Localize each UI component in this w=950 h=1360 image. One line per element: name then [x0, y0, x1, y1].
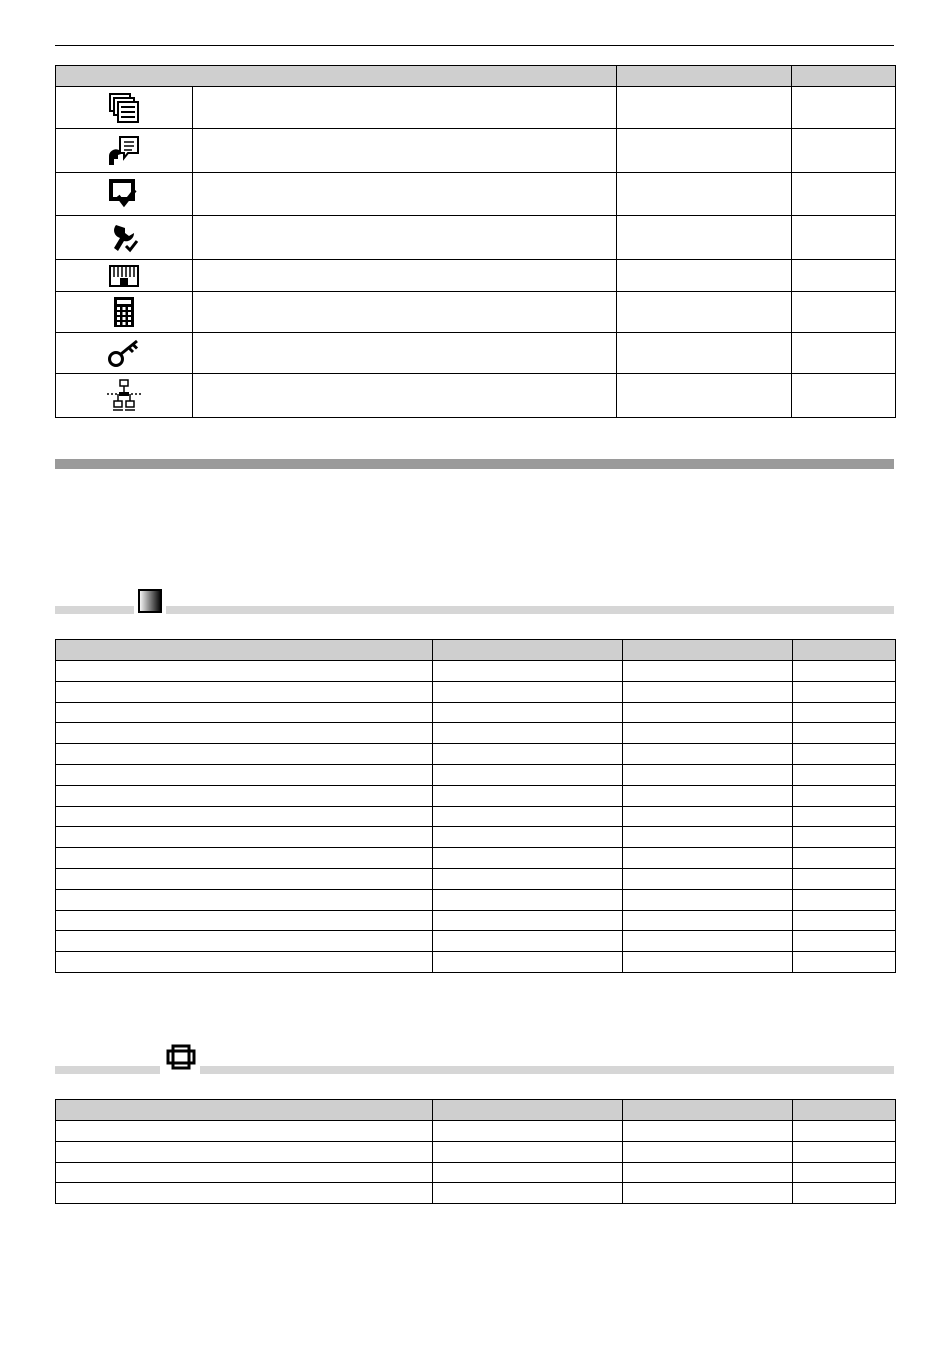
table-cell — [433, 889, 623, 910]
table-row — [56, 1183, 896, 1204]
table-cell — [433, 744, 623, 765]
network-icon — [56, 374, 193, 418]
table-cell — [56, 681, 433, 702]
display-check-icon — [56, 173, 193, 216]
table-cell — [433, 827, 623, 848]
table-cell — [623, 806, 793, 827]
position-col-default — [623, 1100, 793, 1121]
menu-item-page — [792, 173, 896, 216]
table-row — [56, 87, 896, 129]
table-cell — [623, 889, 793, 910]
menu-item-description — [193, 129, 617, 173]
overlapping-squares-icon — [160, 1044, 200, 1079]
table-row — [56, 889, 896, 910]
table-row — [56, 744, 896, 765]
position-table-header — [56, 1100, 896, 1121]
table-row — [56, 374, 896, 418]
table-cell — [793, 952, 896, 973]
table-row — [56, 661, 896, 682]
table-cell — [56, 764, 433, 785]
menu-item-description — [193, 333, 617, 374]
table-cell — [793, 868, 896, 889]
table-cell — [793, 827, 896, 848]
table-cell — [433, 1162, 623, 1183]
table-row — [56, 260, 896, 292]
table-row — [56, 827, 896, 848]
table-cell — [793, 785, 896, 806]
table-cell — [56, 1162, 433, 1183]
menu-item-description — [193, 374, 617, 418]
table-cell — [433, 1141, 623, 1162]
speech-bubble-icon — [56, 129, 193, 173]
table-cell — [433, 681, 623, 702]
gradient-square-icon — [134, 589, 166, 618]
menu-item-page — [792, 87, 896, 129]
table-cell — [623, 1121, 793, 1142]
table-cell — [433, 806, 623, 827]
table-row — [56, 723, 896, 744]
table-cell — [623, 848, 793, 869]
position-submenu-table — [55, 1099, 896, 1204]
table-row — [56, 868, 896, 889]
menu-item-description — [193, 260, 617, 292]
table-cell — [433, 931, 623, 952]
table-cell — [56, 848, 433, 869]
table-row — [56, 216, 896, 260]
table-cell — [623, 723, 793, 744]
table-cell — [793, 1141, 896, 1162]
table-cell — [623, 681, 793, 702]
menu-item-detail — [617, 216, 792, 260]
table-row — [56, 333, 896, 374]
menu-item-detail — [617, 260, 792, 292]
table-cell — [623, 1141, 793, 1162]
table-row — [56, 129, 896, 173]
position-col-page — [793, 1100, 896, 1121]
position-col-setting — [433, 1100, 623, 1121]
picture-col-default — [623, 640, 793, 661]
table-cell — [433, 661, 623, 682]
table-cell — [56, 785, 433, 806]
calculator-icon — [56, 292, 193, 333]
menu-item-description — [193, 173, 617, 216]
menu-item-detail — [617, 292, 792, 333]
table-cell — [793, 661, 896, 682]
table-cell — [56, 723, 433, 744]
menu-item-detail — [617, 333, 792, 374]
table-cell — [623, 785, 793, 806]
table-cell — [793, 806, 896, 827]
table-row — [56, 952, 896, 973]
table-cell — [433, 785, 623, 806]
table-cell — [623, 868, 793, 889]
table-cell — [56, 1183, 433, 1204]
table-cell — [56, 661, 433, 682]
table-cell — [623, 702, 793, 723]
menu-item-detail — [617, 87, 792, 129]
table-cell — [56, 952, 433, 973]
table-cell — [793, 910, 896, 931]
table-cell — [56, 1141, 433, 1162]
menu-col-item — [56, 66, 617, 87]
menu-col-detail — [617, 66, 792, 87]
table-cell — [56, 806, 433, 827]
menu-col-page — [792, 66, 896, 87]
menu-item-description — [193, 87, 617, 129]
table-row — [56, 292, 896, 333]
menu-table-header — [56, 66, 896, 87]
section-heading-bar — [55, 459, 894, 469]
picture-table-header — [56, 640, 896, 661]
picture-table-body — [56, 661, 896, 973]
table-row — [56, 1141, 896, 1162]
table-cell — [793, 702, 896, 723]
table-cell — [793, 1162, 896, 1183]
table-row — [56, 848, 896, 869]
menu-item-page — [792, 129, 896, 173]
table-cell — [433, 910, 623, 931]
table-cell — [56, 910, 433, 931]
table-cell — [623, 910, 793, 931]
table-cell — [793, 681, 896, 702]
position-col-item — [56, 1100, 433, 1121]
table-cell — [623, 827, 793, 848]
table-cell — [623, 764, 793, 785]
table-row — [56, 702, 896, 723]
table-row — [56, 1162, 896, 1183]
table-cell — [793, 744, 896, 765]
table-row — [56, 681, 896, 702]
table-cell — [623, 1183, 793, 1204]
table-cell — [433, 952, 623, 973]
table-cell — [56, 1121, 433, 1142]
table-row — [56, 173, 896, 216]
table-cell — [56, 827, 433, 848]
picture-col-setting — [433, 640, 623, 661]
table-row — [56, 764, 896, 785]
table-cell — [793, 1121, 896, 1142]
header-rule — [55, 45, 894, 46]
table-cell — [793, 1183, 896, 1204]
menu-item-detail — [617, 129, 792, 173]
menu-item-page — [792, 374, 896, 418]
picture-submenu-table — [55, 639, 896, 973]
menu-item-page — [792, 260, 896, 292]
wrench-icon — [56, 216, 193, 260]
table-cell — [433, 702, 623, 723]
picture-submenu-bar — [55, 606, 894, 614]
table-cell — [793, 764, 896, 785]
table-cell — [623, 661, 793, 682]
picture-col-page — [793, 640, 896, 661]
table-cell — [56, 889, 433, 910]
table-cell — [793, 889, 896, 910]
menu-item-description — [193, 216, 617, 260]
table-row — [56, 931, 896, 952]
menu-item-page — [792, 333, 896, 374]
table-cell — [56, 868, 433, 889]
menu-item-detail — [617, 173, 792, 216]
menu-item-page — [792, 216, 896, 260]
table-cell — [623, 952, 793, 973]
table-cell — [623, 1162, 793, 1183]
table-cell — [623, 931, 793, 952]
table-cell — [793, 848, 896, 869]
key-icon — [56, 333, 193, 374]
table-cell — [56, 931, 433, 952]
menu-item-description — [193, 292, 617, 333]
menu-item-detail — [617, 374, 792, 418]
main-menu-icon — [56, 87, 193, 129]
table-cell — [793, 723, 896, 744]
table-row — [56, 806, 896, 827]
position-table-body — [56, 1121, 896, 1204]
table-cell — [433, 1183, 623, 1204]
picture-col-item — [56, 640, 433, 661]
table-row — [56, 910, 896, 931]
table-cell — [623, 744, 793, 765]
table-cell — [56, 744, 433, 765]
table-cell — [433, 848, 623, 869]
table-cell — [56, 702, 433, 723]
test-pattern-icon — [56, 260, 193, 292]
menu-item-page — [792, 292, 896, 333]
table-row — [56, 785, 896, 806]
table-cell — [433, 764, 623, 785]
main-menu-table — [55, 65, 896, 418]
table-row — [56, 1121, 896, 1142]
table-cell — [793, 931, 896, 952]
table-cell — [433, 868, 623, 889]
table-cell — [433, 723, 623, 744]
table-cell — [433, 1121, 623, 1142]
